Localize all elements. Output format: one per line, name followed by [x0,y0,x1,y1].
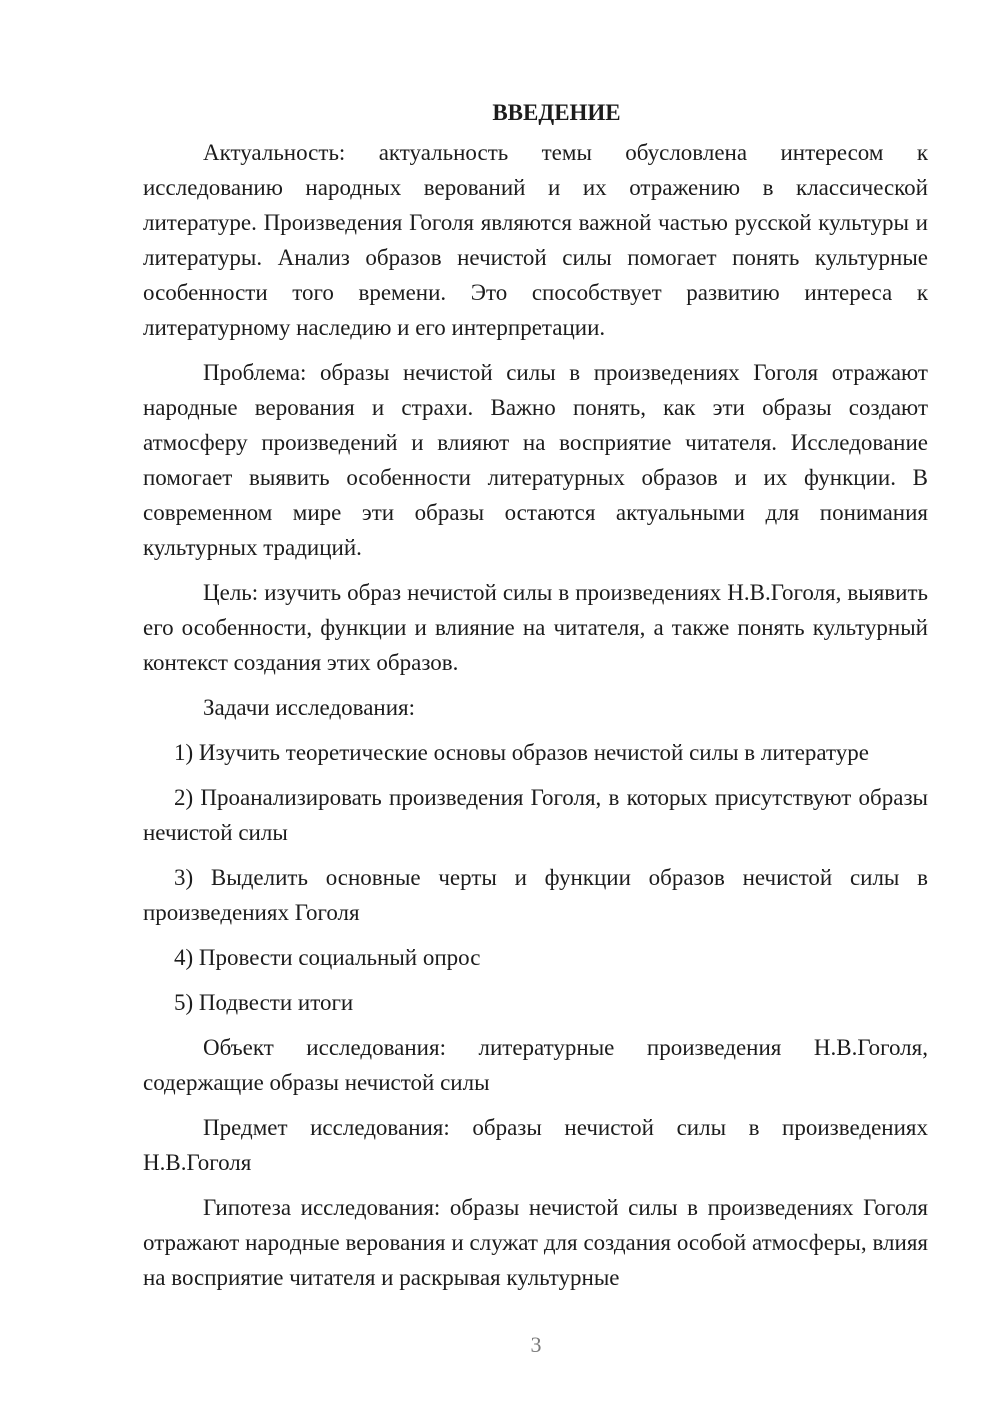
page-content [143,95,928,1305]
task-item-2: 2) Проанализировать произведения Гоголя, в которых присутствуют образы нечистой силы [143,785,928,845]
task-item-4: 4) Провести социальный опрос [174,945,481,970]
subject-paragraph: Предмет исследования: образы нечистой силы в произведениях Н.В.Гоголя [143,1115,928,1175]
task-item-5: 5) Подвести итоги [174,990,354,1015]
tasks-list [143,735,928,1020]
goal-paragraph: Цель: изучить образ нечистой силы в произведениях Н.В.Гоголя, выявить его особенности, функции и влияние на читателя, а также понять культурный контекст создания этих образов. [143,580,928,675]
task-item-3: 3) Выделить основные черты и функции образов нечистой силы в произведениях Гоголя [143,865,928,925]
object-paragraph: Объект исследования: литературные произведения Н.В.Гоголя, содержащие образы нечистой силы [143,1035,928,1095]
page-title: ВВЕДЕНИЕ [492,100,621,125]
tasks-heading: Задачи исследования: [203,695,416,720]
page-number: 3 [530,1332,542,1357]
problem-paragraph: Проблема: образы нечистой силы в произведениях Гоголя отражают народные верования и страхи. Важно понять, как эти образы создают атмосферу произведений и влияют на восприятие читателя. Исследование помогает выявить особенности литературных образов и их функции. В современном мире эти образы остаются актуальными для понимания культурных традиций. [143,360,928,560]
relevance-paragraph: Актуальность: актуальность темы обусловлена интересом к исследованию народных верований и их отражению в классической литературе. Произведения Гоголя являются важной частью русской культуры и литературы. Анализ образов нечистой силы помогает понять культурные особенности того времени. Это способствует развитию интереса к литературному наследию и его интерпретации. [143,140,928,340]
hypothesis-paragraph: Гипотеза исследования: образы нечистой силы в произведениях Гоголя отражают народные верования и служат для создания особой атмосферы, влияя на восприятие читателя и раскрывая культурные [143,1195,928,1290]
task-item-1: 1) Изучить теоретические основы образов нечистой силы в литературе [174,740,869,765]
